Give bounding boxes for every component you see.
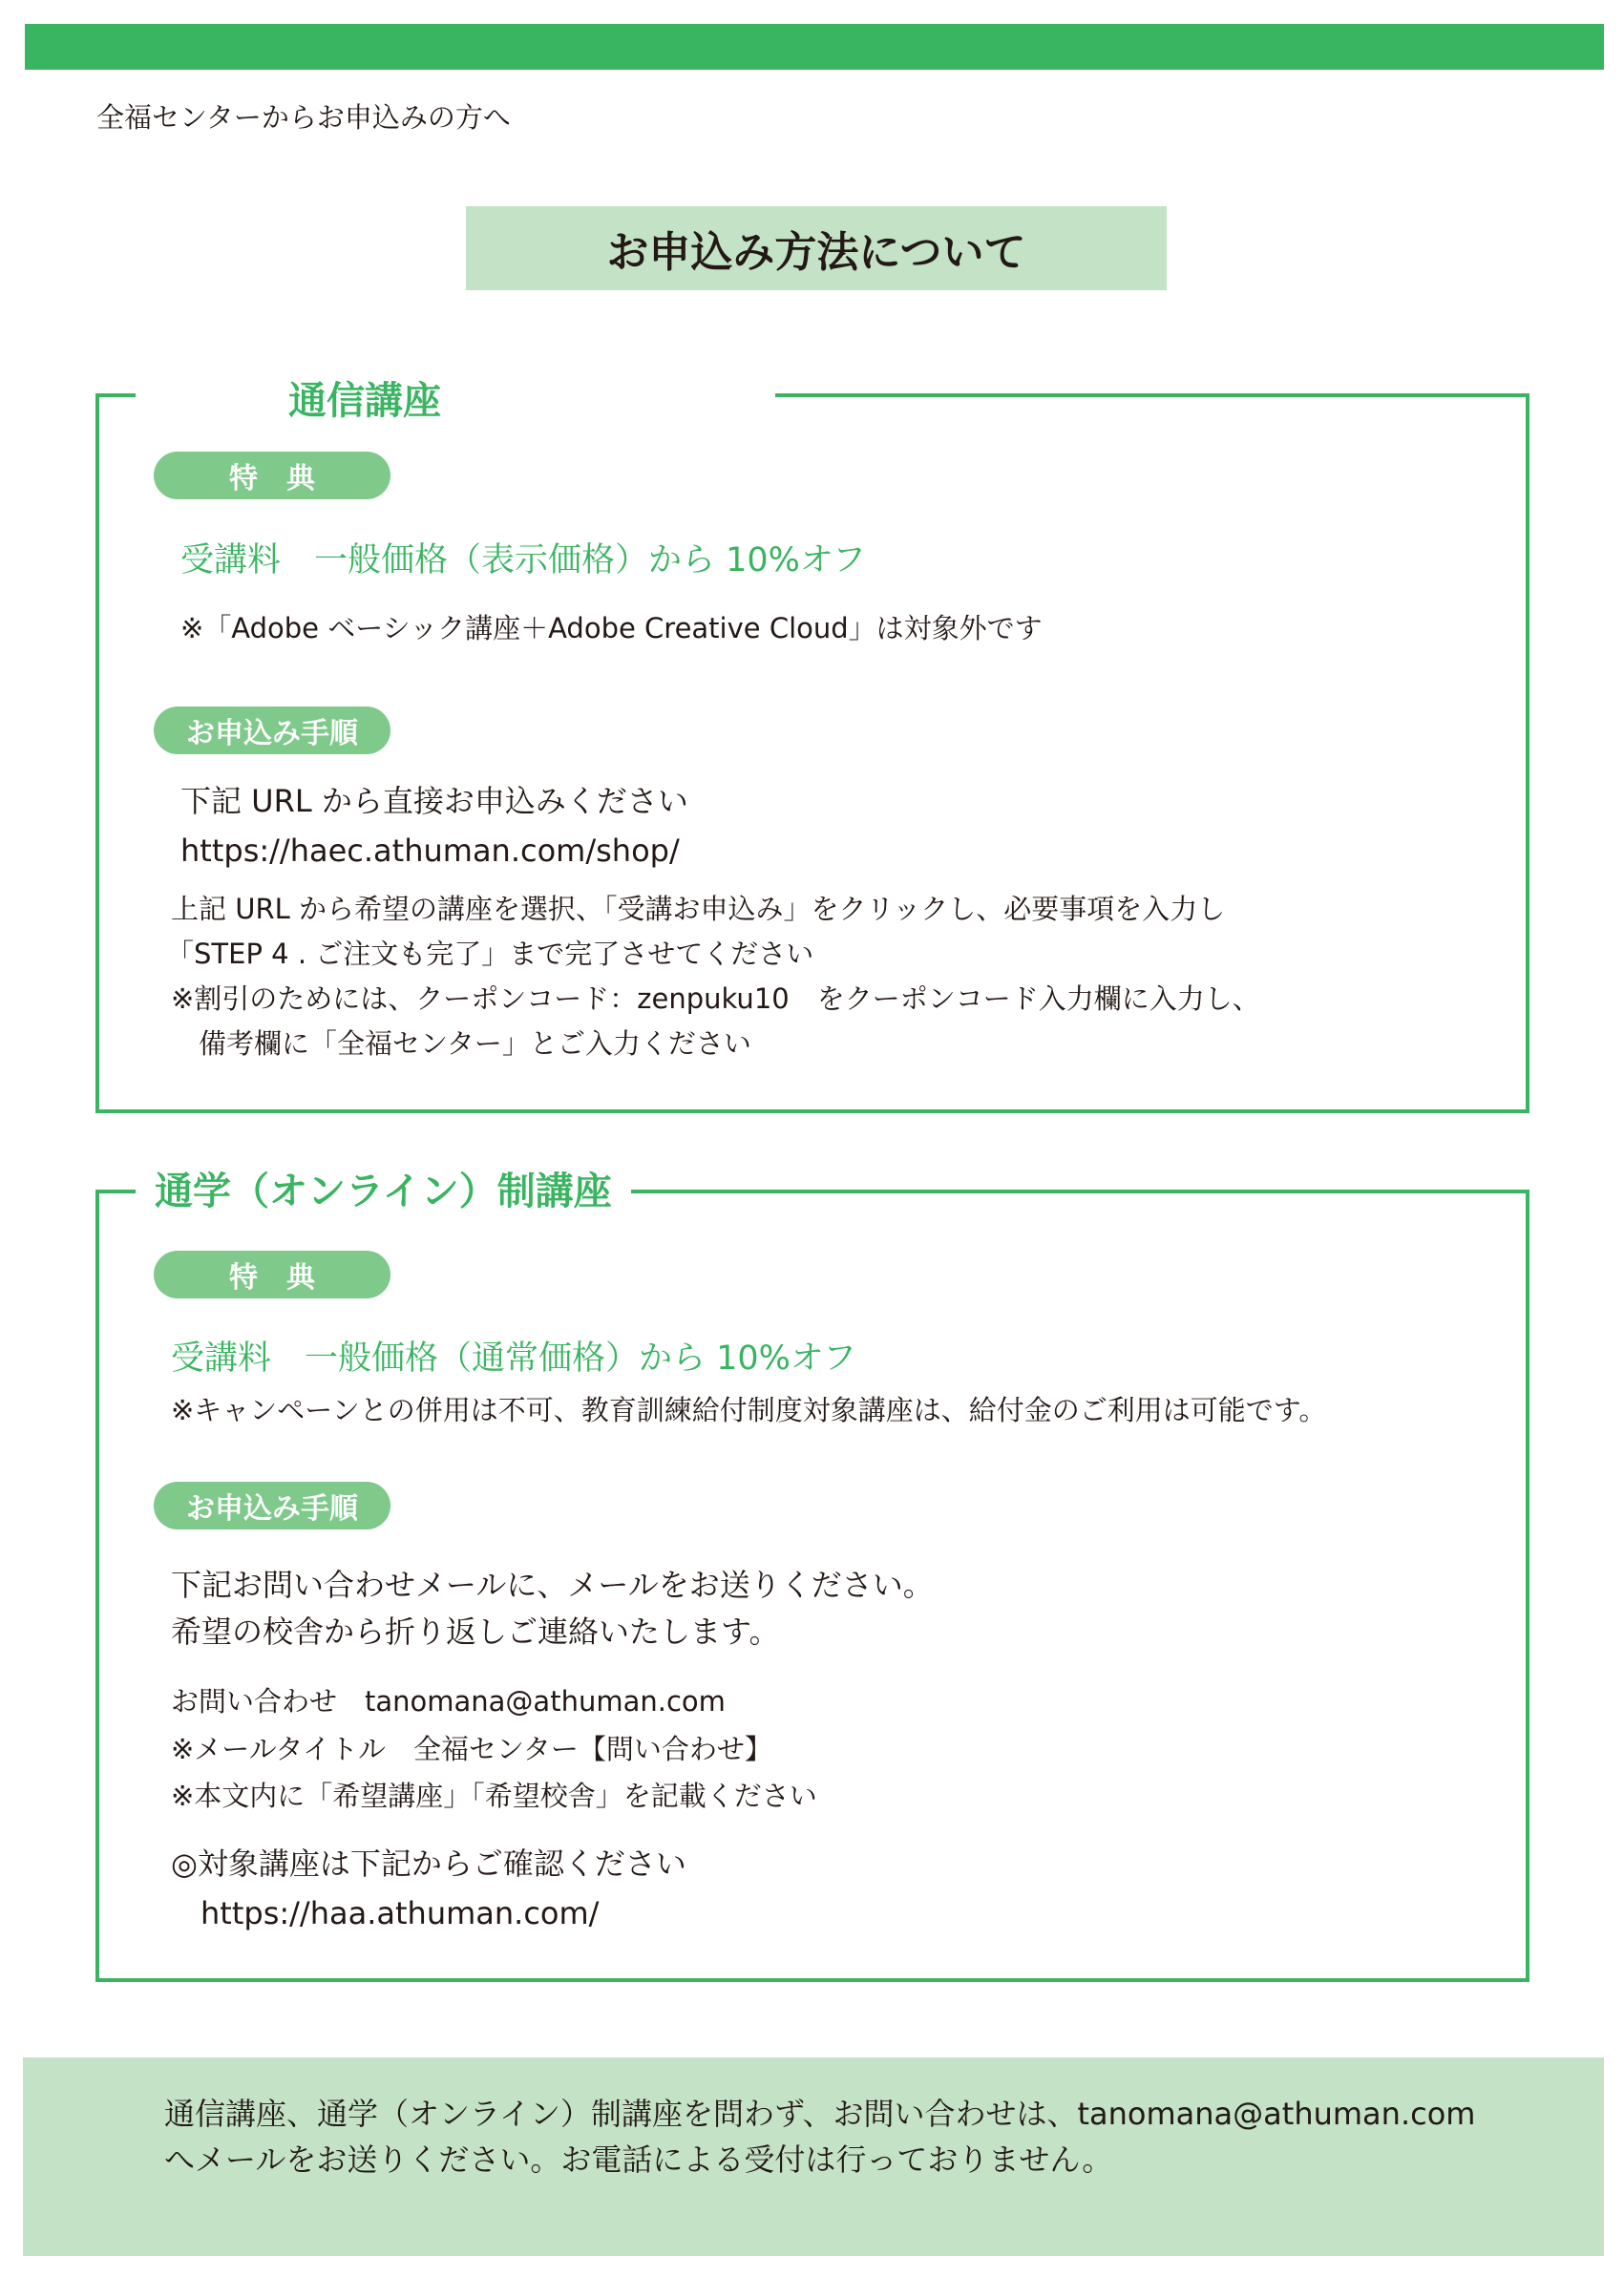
- commute-procedure-line: 希望の校舎から折り返しご連絡いたします。: [171, 1614, 780, 1650]
- correspondence-step-line: 「STEP 4 . ご注文も完了」まで完了させてください: [166, 938, 814, 970]
- commute-procedure-label: お申込み手順: [154, 1482, 390, 1529]
- audience-label: 全福センターからお申込みの方へ: [96, 101, 511, 134]
- commute-body-note: ※本文内に「希望講座」「希望校舎」を記載ください: [171, 1780, 817, 1812]
- footer-line: へメールをお送りください。お電話による受付は行っておりません。: [164, 2141, 1113, 2178]
- correspondence-step-line: 備考欄に「全福センター」とご入力ください: [171, 1027, 751, 1060]
- correspondence-step-line: 上記 URL から希望の講座を選択、「受講お申込み」をクリックし、必要事項を入力し: [171, 893, 1226, 925]
- correspondence-shop-url[interactable]: https://haec.athuman.com/shop/: [180, 833, 680, 869]
- correspondence-step-line: ※割引のためには、クーポンコード：zenpuku10 をクーポンコード入力欄に入力し、: [171, 982, 1260, 1015]
- page-title: お申込み方法について: [466, 206, 1167, 290]
- commute-procedure-line: 下記お問い合わせメールに、メールをお送りください。: [171, 1567, 934, 1603]
- footer-notice-text: [164, 2091, 1475, 2183]
- correspondence-section-title: 通信講座: [136, 372, 775, 430]
- commute-section-title: 通学（オンライン）制講座: [136, 1163, 631, 1220]
- top-banner-bar: [25, 24, 1604, 70]
- correspondence-benefit-note: ※「Adobe ベーシック講座＋Adobe Creative Cloud」は対象外です: [180, 612, 1043, 644]
- commute-contact-email[interactable]: お問い合わせ tanomana@athuman.com: [171, 1685, 726, 1718]
- commute-mail-title-note: ※メールタイトル 全福センター【問い合わせ】: [171, 1733, 772, 1765]
- correspondence-benefit-label: 特 典: [154, 452, 390, 499]
- commute-benefit-label: 特 典: [154, 1251, 390, 1298]
- commute-courses-url[interactable]: https://haa.athuman.com/: [200, 1895, 600, 1931]
- commute-benefit-text: 受講料 一般価格（通常価格）から 10%オフ: [171, 1339, 856, 1378]
- commute-courses-note: ◎対象講座は下記からご確認ください: [171, 1846, 686, 1882]
- commute-benefit-note: ※キャンペーンとの併用は不可、教育訓練給付制度対象講座は、給付金のご利用は可能です。: [171, 1394, 1327, 1426]
- correspondence-benefit-text: 受講料 一般価格（表示価格）から 10%オフ: [180, 541, 866, 580]
- footer-line: 通信講座、通学（オンライン）制講座を問わず、お問い合わせは、tanomana@athuman.com: [164, 2096, 1476, 2132]
- correspondence-procedure-intro: 下記 URL から直接お申込みください: [180, 783, 688, 819]
- correspondence-procedure-label: お申込み手順: [154, 707, 390, 754]
